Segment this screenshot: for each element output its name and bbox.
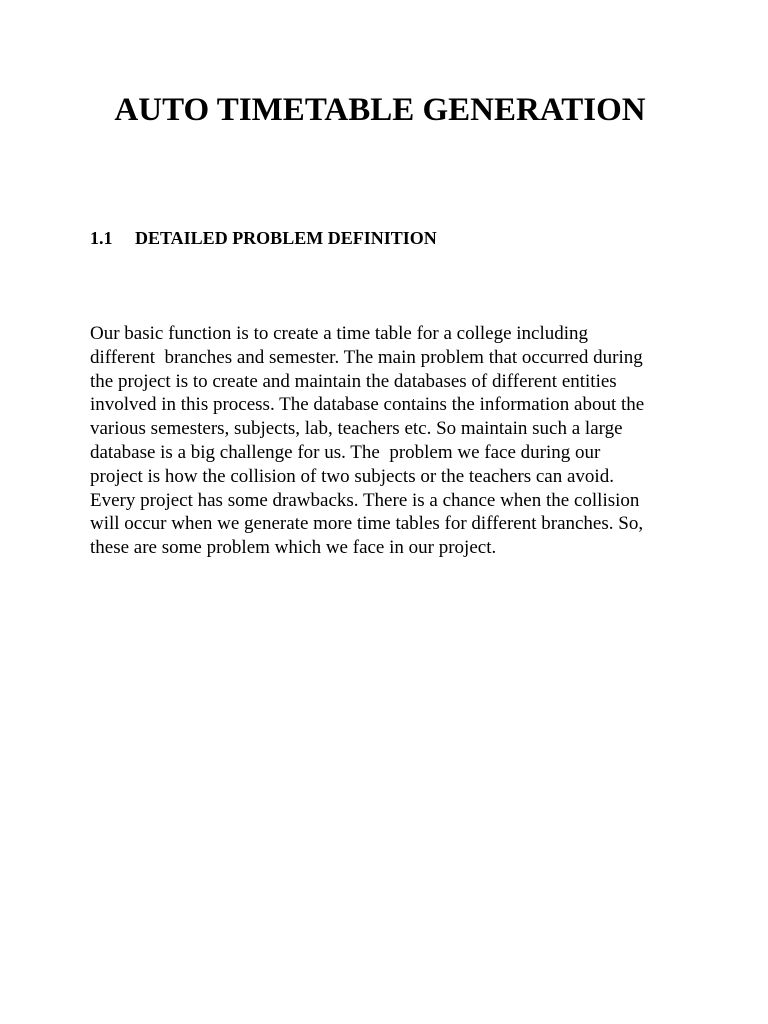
paragraph-line: project is how the collision of two subjects or the teachers can avoid. (90, 465, 614, 487)
section-heading-text: DETAILED PROBLEM DEFINITION (135, 228, 437, 248)
paragraph-line: the project is to create and maintain the databases of different entities (90, 370, 617, 392)
paragraph-line: will occur when we generate more time tables for different branches. So, (90, 513, 644, 535)
paragraph-line: different branches and semester. The main problem that occurred during (90, 346, 643, 368)
paragraph-line: database is a big challenge for us. The problem we face during our (90, 441, 601, 463)
paragraph-line: various semesters, subjects, lab, teachers etc. So maintain such a large (90, 418, 623, 440)
section-number: 1.1 (90, 228, 113, 248)
problem-definition-paragraph (90, 322, 690, 560)
paragraph-line: Every project has some drawbacks. There is a chance when the collision (90, 489, 640, 511)
paragraph-line: Our basic function is to create a time table for a college including (90, 323, 589, 344)
document-title: AUTO TIMETABLE GENERATION (114, 92, 646, 128)
section-heading (90, 228, 437, 249)
paragraph-line: involved in this process. The database contains the information about the (90, 394, 645, 416)
paragraph-line: these are some problem which we face in our project. (90, 537, 497, 559)
